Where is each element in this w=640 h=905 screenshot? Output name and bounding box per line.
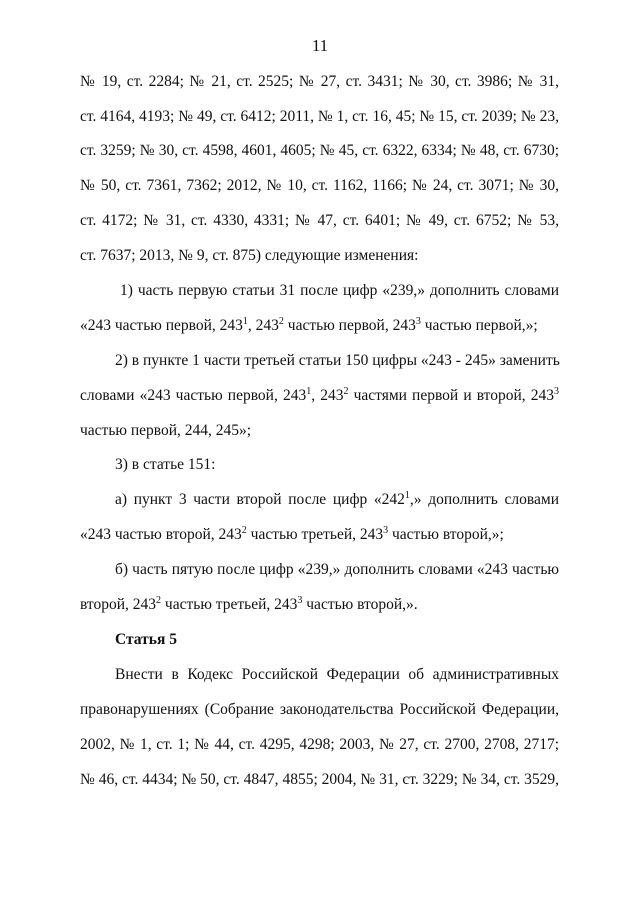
paragraph-line: Внести в Кодекс Российской Федерации об административных: [115, 666, 559, 683]
text-line: частью первой, 244, 245»;: [80, 422, 252, 439]
text-line: ст. 4164, 4193; № 49, ст. 6412; 2011, № 1, ст. 16, 45; № 15, ст. 2039; № 23,: [80, 108, 559, 125]
list-item-2: 2) в пункте 1 части третьей статьи 150 цифры «243 - 245» заменить: [115, 352, 560, 369]
list-item-1: 1) часть первую статьи 31 после цифр «239,» дополнить словами: [120, 282, 559, 299]
article-heading: Статья 5: [115, 631, 177, 648]
text-line: ст. 3259; № 30, ст. 4598, 4601, 4605; № 45, ст. 6322, 6334; № 48, ст. 6730;: [80, 142, 559, 159]
text-line: второй, $243^2$ частью третьей, $243^3$ частью второй,».: [80, 595, 418, 613]
text-line: № 46, ст. 4434; № 50, ст. 4847, 4855; 2004, № 31, ст. 3229; № 34, ст. 3529,: [80, 771, 559, 788]
text-line: «243 частью второй, $243^2$ частью третьей, $243^3$ частью второй,»;: [80, 525, 504, 543]
list-item-3: 3) в статье 151:: [115, 456, 216, 473]
sub-item-a: а) пункт 3 части второй после цифр «$242^1$,» дополнить словами: [115, 490, 559, 508]
text-line: № 50, ст. 7361, 7362; 2012, № 10, ст. 1162, 1166; № 24, ст. 3071; № 30,: [80, 177, 559, 194]
text-line: словами «243 частью первой, $243^1$, $243^2$ частями первой и второй, $243^3$: [80, 386, 560, 404]
text-line: ст. 7637; 2013, № 9, ст. 875) следующие изменения:: [80, 247, 419, 264]
text-line: 2002, № 1, ст. 1; № 44, ст. 4295, 4298; 2003, № 27, ст. 2700, 2708, 2717;: [80, 736, 559, 753]
sub-item-b: б) часть пятую после цифр «239,» дополнить словами «243 частью: [115, 561, 559, 578]
text-line: ст. 4172; № 31, ст. 4330, 4331; № 47, ст. 6401; № 49, ст. 6752; № 53,: [80, 212, 559, 229]
text-line: правонарушениях (Собрание законодательства Российской Федерации,: [80, 701, 559, 718]
text-line: № 19, ст. 2284; № 21, ст. 2525; № 27, ст. 3431; № 30, ст. 3986; № 31,: [80, 73, 559, 90]
text-line: «243 частью первой, $243^1$, $243^2$ частью первой, $243^3$ частью первой,»;: [80, 316, 538, 334]
page-number: 11: [311, 36, 329, 55]
